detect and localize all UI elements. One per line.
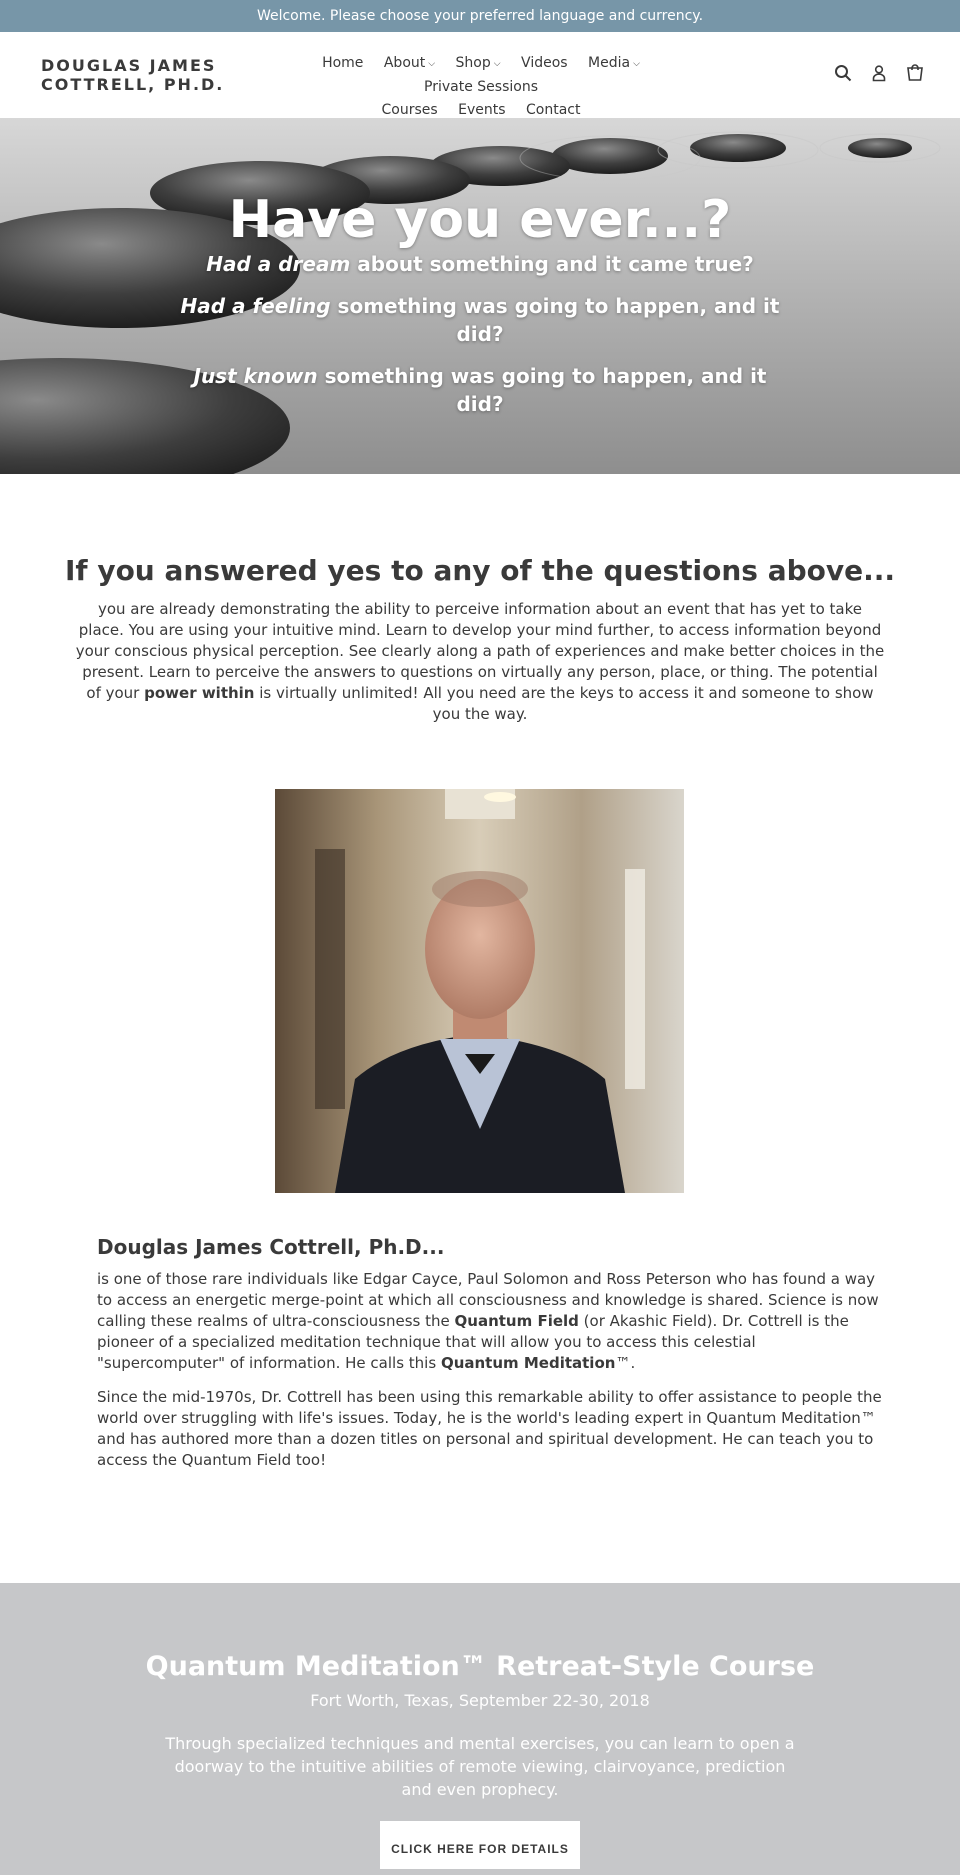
announcement-text: Welcome. Please choose your preferred language and currency. <box>256 8 704 24</box>
nav-events-label: Events <box>458 102 506 118</box>
hero-line-feeling-em: Had a feeling <box>180 294 331 318</box>
hero-title: Have you ever...? <box>228 190 732 250</box>
bio-paragraph-2: Since the mid-1970s, Dr. Cottrell has been using this remarkable ability to offer assistance to people the world over struggling with life's issues. Today, he is the world's leading expert in Quantum Meditation™ and has authored more than a dozen titles on personal and spiritual development. He can teach you to access the Quantum Field too! <box>97 1388 882 1469</box>
promo-subtitle: Fort Worth, Texas, September 22-30, 2018 <box>310 1691 650 1710</box>
chevron-down-icon: ⌵ <box>633 59 640 69</box>
portrait-image <box>275 789 684 1193</box>
bio-quantum-field: Quantum Field <box>454 1312 579 1330</box>
nav-private-sessions[interactable] <box>424 76 538 99</box>
intro-text <box>75 599 885 725</box>
nav-private-sessions-label: Private Sessions <box>424 79 538 95</box>
hero-banner <box>0 118 960 474</box>
site-header <box>0 32 960 118</box>
announcement-bar <box>0 0 960 32</box>
nav-contact-label: Contact <box>526 102 581 118</box>
main-nav <box>256 52 706 122</box>
hero-line-known-em: Just known <box>193 364 318 388</box>
chevron-down-icon: ⌵ <box>493 59 501 69</box>
bio-paragraph-1 <box>97 1269 887 1374</box>
account-icon[interactable] <box>868 62 890 84</box>
nav-videos-label: Videos <box>521 55 568 71</box>
nav-shop[interactable] <box>456 52 501 76</box>
promo-title: Quantum Meditation™ Retreat-Style Course <box>145 1651 815 1682</box>
bio-p1-b: (or Akashic Field). Dr. Cottrell is the pioneer of a specialized meditation technique that will allow you to access this celestial "supercomputer" of information. He calls this <box>97 1312 849 1372</box>
hero-line-feeling <box>180 292 780 348</box>
bio-quantum-meditation: Quantum Meditation <box>440 1354 616 1372</box>
site-logo[interactable]: DOUGLAS JAMES COTTRELL, PH.D. <box>41 56 225 94</box>
nav-home[interactable] <box>322 52 363 75</box>
bio-section <box>97 1233 887 1484</box>
hero-line-dream <box>180 250 780 278</box>
hero-line-dream-em: Had a dream <box>206 252 351 276</box>
course-promo <box>0 1583 960 1875</box>
bio-heading: Douglas James Cottrell, Ph.D... <box>97 1235 445 1259</box>
promo-description: Through specialized techniques and mental exercises, you can learn to open a doorway to the intuitive abilities of remote viewing, clairvoyance, prediction and even prophecy. <box>165 1734 795 1799</box>
bio-p1-c: ™. <box>615 1354 636 1372</box>
nav-media[interactable] <box>588 52 640 76</box>
nav-about-label: About <box>383 55 426 71</box>
intro-text-before: you are already demonstrating the ability to perceive information about an event that has yet to take place. You are using your intuitive mind. Learn to develop your mind further, to access information beyond your conscious physical perception. See clearly along a path of experiences and make better choices in the present. Learn to perceive the answers to questions on virtually any person, place, or thing. The potential of your <box>75 600 885 702</box>
header-icons <box>832 62 926 84</box>
nav-home-label: Home <box>322 55 364 71</box>
intro-text-after: is virtually unlimited! All you need are the keys to access it and someone to show you the way. <box>254 684 874 723</box>
nav-about[interactable] <box>384 52 435 76</box>
chevron-down-icon: ⌵ <box>428 59 436 69</box>
nav-videos[interactable] <box>521 52 568 75</box>
hero-line-dream-rest: about something and it came true? <box>350 252 754 276</box>
nav-courses-label: Courses <box>381 102 438 118</box>
intro-section <box>0 553 960 725</box>
hero-line-known <box>180 362 780 418</box>
cart-icon[interactable] <box>904 62 926 84</box>
search-icon[interactable] <box>832 62 854 84</box>
hero-line-known-rest: something was going to happen, and it did? <box>317 364 767 416</box>
nav-shop-label: Shop <box>455 55 491 71</box>
nav-media-label: Media <box>588 55 631 71</box>
intro-power-within: power within <box>144 684 255 702</box>
details-button[interactable]: CLICK HERE FOR DETAILS <box>380 1821 580 1869</box>
intro-heading: If you answered yes to any of the questions above... <box>64 554 896 587</box>
bio-p1-a: is one of those rare individuals like Edgar Cayce, Paul Solomon and Ross Peterson who has found a way to access an energetic merge-point at which all consciousness and knowledge is shared. Science is now calling these realms of ultra-consciousness the <box>97 1270 879 1330</box>
hero-line-feeling-rest: something was going to happen, and it did? <box>330 294 780 346</box>
portrait-photo <box>275 789 684 1193</box>
hero-content <box>0 190 960 432</box>
